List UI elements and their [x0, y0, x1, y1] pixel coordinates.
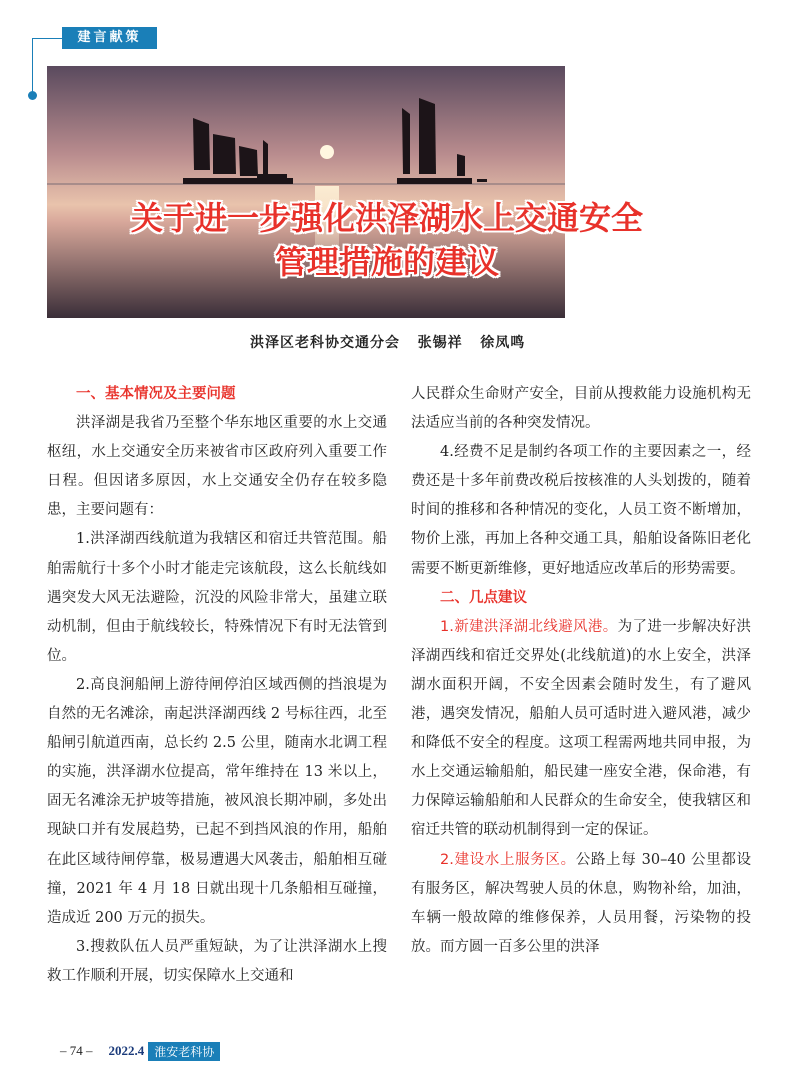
paragraph: 洪泽湖是我省乃至整个华东地区重要的水上交通枢纽，水上交通安全历来被省市区政府列入重要工作日程。但因诸多原因，水上交通安全仍存在较多隐患，主要问题有：: [47, 415, 387, 519]
paragraph: 4.经费不足是制约各项工作的主要因素之一，经费还是十多年前费改税后按核准的人头划拨的，随着时间的推移和各种情况的变化，人员工资不断增加，物价上涨，再加上各种交通工具，船舶设备陈旧老化需要不断更新维修，更好地适应改革后的形势需要。: [411, 444, 751, 577]
paragraph: 3.搜救队伍人员严重短缺，为了让洪泽湖水上搜救工作顺利开展，切实保障水上交通和: [47, 938, 387, 984]
header-dot: [28, 91, 37, 100]
suggestion-body: 为了进一步解决好洪泽湖西线和宿迁交界处(北线航道)的水上安全，洪泽湖水面积开阔，不安全因素会随时发生，有了避风港，遇突发情况，船舶人员可适时进入避风港，减少和降低不安全的程度。这项工程需两地共同申报，为水上交通运输船舶，船民建一座安全港，保命港，有力保障运输船舶和人民群众的生命安全，使我辖区和宿迁共管的联动机制得到一定的保证。: [411, 618, 752, 839]
title-line-1: 关于进一步强化洪泽湖水上交通安全: [130, 199, 643, 237]
header-vertical-line: [32, 38, 33, 94]
page-number: – 74 –: [60, 1043, 93, 1058]
paragraph: 1.洪泽湖西线航道为我辖区和宿迁共管范围。船舶需航行十多个小时才能走完该航段，这么长航线如遇突发大风无法避险，沉没的风险非常大，虽建立联动机制，但由于航线较长，特殊情况下有时无法管到位。: [47, 531, 387, 664]
paragraph: 2.高良涧船闸上游待闸停泊区域西侧的挡浪堤为自然的无名滩涂，南起洪泽湖西线 2 号标往西，北至船闸引航道西南，总长约 2.5 公里，随南水北调工程的实施，洪泽湖水位提高，常年维持在 13 米以上，固无名滩涂无护坡等措施，被风浪长期冲刷，多处出现缺口并有发展趋势，已起不到挡风浪的作用，船舶在此区域待闸停靠，极易遭遇大风袭击，船舶相互碰撞，2021 年 4 月 18 日就出现十几条船相互碰撞，造成近 200 万元的损失。: [47, 676, 387, 926]
suggestion-lead: 1.新建洪泽湖北线避风港。: [440, 618, 618, 635]
title-line-2: 管理措施的建议: [274, 243, 499, 281]
header-line: [32, 38, 62, 39]
suggestion-lead: 2.建设水上服务区。: [440, 851, 576, 868]
page-footer: [60, 1040, 220, 1062]
paragraph: [411, 613, 751, 846]
section-heading-2: 二、几点建议: [440, 589, 527, 606]
issue-number: 2022.4: [108, 1043, 145, 1058]
author-line: 洪泽区老科协交通分会 张锡祥 徐凤鸣: [250, 335, 526, 351]
magazine-name: 淮安老科协: [148, 1042, 220, 1061]
right-column: [411, 380, 751, 962]
section-tag: 建言献策: [62, 27, 157, 49]
paragraph: [411, 846, 751, 962]
paragraph-continued: 人民群众生命财产安全，目前从搜救能力设施机构无法适应当前的各种突发情况。: [411, 386, 751, 432]
suggestion-body: 公路上每 30–40 公里都设有服务区，解决驾驶人员的休息，购物补给，加油，车辆一般故障的维修保养，人员用餐，污染物的投放。而方圆一百多公里的洪泽: [411, 851, 751, 955]
section-heading-1: 一、基本情况及主要问题: [76, 386, 236, 402]
article-title: [47, 196, 727, 284]
left-column: [47, 380, 387, 991]
